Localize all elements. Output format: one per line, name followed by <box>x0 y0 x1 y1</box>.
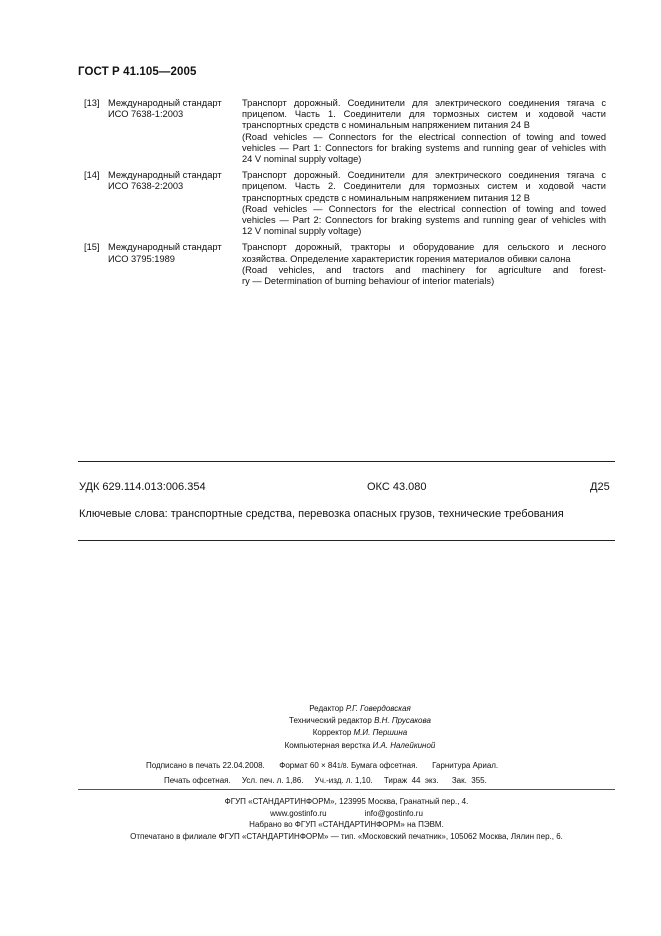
description-line: Транспорт дорожный, тракторы и оборудование для сельского и лесного <box>242 242 606 253</box>
entry-number: [14] <box>84 170 100 181</box>
bibliography-entry <box>84 170 614 237</box>
description-line: vehicles — Part 1: Connectors for braking systems and running gear of vehicles with <box>242 142 606 153</box>
typeset-note: Набрано во ФГУП «СТАНДАРТИНФОРМ» на ПЭВМ. <box>249 820 444 830</box>
description-line: прицепом. Часть 1. Соединители для тормозных систем и ходовой части <box>242 109 606 120</box>
standard-type: Международный стандарт <box>108 242 222 253</box>
print-info-row: Печать офсетная. Усл. печ. л. 1,86. Уч.-изд. л. 1,10. Тираж 44 экз. Зак. 355. <box>164 776 487 785</box>
entry-description <box>242 242 606 287</box>
description-line: прицепом. Часть 2. Соединители для тормозных систем и ходовой части <box>242 181 606 192</box>
standard-code: ИСО 7638-2:2003 <box>108 181 184 192</box>
description-line: 24 V nominal supply voltage) <box>242 154 362 165</box>
divider-footer <box>78 789 615 790</box>
udk-code: УДК 629.114.013:006.354 <box>79 481 206 493</box>
credit-row <box>230 715 490 727</box>
description-line: 12 V nominal supply voltage) <box>242 226 362 237</box>
entry-number: [15] <box>84 242 100 253</box>
divider-top <box>78 461 615 462</box>
credit-person: М.И. Першина <box>353 728 408 738</box>
credit-row <box>230 727 490 739</box>
credit-role: Технический редактор <box>289 716 372 726</box>
description-line: (Road vehicles — Connectors for the electrical connection of towing and towed <box>242 131 606 142</box>
description-line: ry — Determination of burning behaviour of interior materials) <box>242 276 495 287</box>
entry-description <box>242 170 606 237</box>
description-line: транспортных средств с номинальным напряжением питания 12 В <box>242 192 530 203</box>
standard-type: Международный стандарт <box>108 98 222 108</box>
bibliography-entry <box>84 242 614 287</box>
signed-date: Подписано в печать 22.04.2008. <box>146 761 265 770</box>
divider-bottom <box>78 540 615 541</box>
description-line: (Road vehicles — Connectors for the electrical connection of towing and towed <box>242 203 606 214</box>
publisher-address: ФГУП «СТАНДАРТИНФОРМ», 123995 Москва, Гранатный пер., 4. <box>224 797 469 806</box>
bibliography-list <box>84 98 614 292</box>
page-header-title: ГОСТ Р 41.105—2005 <box>78 66 197 78</box>
credit-role: Компьютерная верстка <box>284 740 371 750</box>
entry-standard <box>108 98 238 120</box>
paper-type: . Бумага офсетная. <box>346 761 418 770</box>
credit-person: В.Н. Прусакова <box>374 716 431 726</box>
description-line: хозяйства. Определение характеристик горения материалов обивки салона <box>242 253 571 264</box>
entry-standard <box>108 242 238 264</box>
credit-row <box>230 740 490 752</box>
description-line: (Road vehicles, and tractors and machinery for agriculture and forest- <box>242 264 606 275</box>
oks-code: ОКС 43.080 <box>367 481 427 493</box>
bibliography-entry <box>84 98 614 165</box>
credit-person: И.А. Налейкиной <box>372 740 436 750</box>
entry-standard <box>108 170 238 192</box>
standard-code: ИСО 7638-1:2003 <box>108 109 184 120</box>
credit-row <box>230 703 490 715</box>
description-line: vehicles — Part 2: Connectors for braking systems and running gear of vehicles with <box>242 215 606 226</box>
print-info-row <box>146 758 498 774</box>
format-label: Формат 60 × 84 <box>279 761 337 770</box>
printed-note: Отпечатано в филиале ФГУП «СТАНДАРТИНФОРМ» — тип. «Московский печатник», 105062 Москва, Лялин пер., 6. <box>130 831 563 841</box>
publisher-block <box>78 796 615 842</box>
format-fraction: 1/8 <box>336 763 347 770</box>
credit-role: Корректор <box>312 728 352 738</box>
description-line: транспортных средств с номинальным напряжением питания 24 В <box>242 120 530 131</box>
publisher-contacts <box>78 808 615 820</box>
group-code: Д25 <box>590 481 610 493</box>
standard-type: Международный стандарт <box>108 170 222 181</box>
publisher-email: info@gostinfo.ru <box>364 808 423 818</box>
credit-role: Редактор <box>309 704 344 713</box>
font-note: Гарнитура Ариал. <box>432 761 499 770</box>
credit-person: Р.Г. Говердовская <box>345 704 411 713</box>
standard-code: ИСО 3795:1989 <box>108 253 175 264</box>
keywords-line: Ключевые слова: транспортные средства, перевозка опасных грузов, технические требования <box>79 508 564 520</box>
description-line: Транспорт дорожный. Соединители для электрического соединения тягача с <box>242 170 606 181</box>
entry-number: [13] <box>84 98 100 108</box>
description-line: Транспорт дорожный. Соединители для электрического соединения тягача с <box>242 98 606 108</box>
entry-description <box>242 98 606 165</box>
credits-block <box>230 703 490 752</box>
publisher-website: www.gostinfo.ru <box>270 808 327 818</box>
